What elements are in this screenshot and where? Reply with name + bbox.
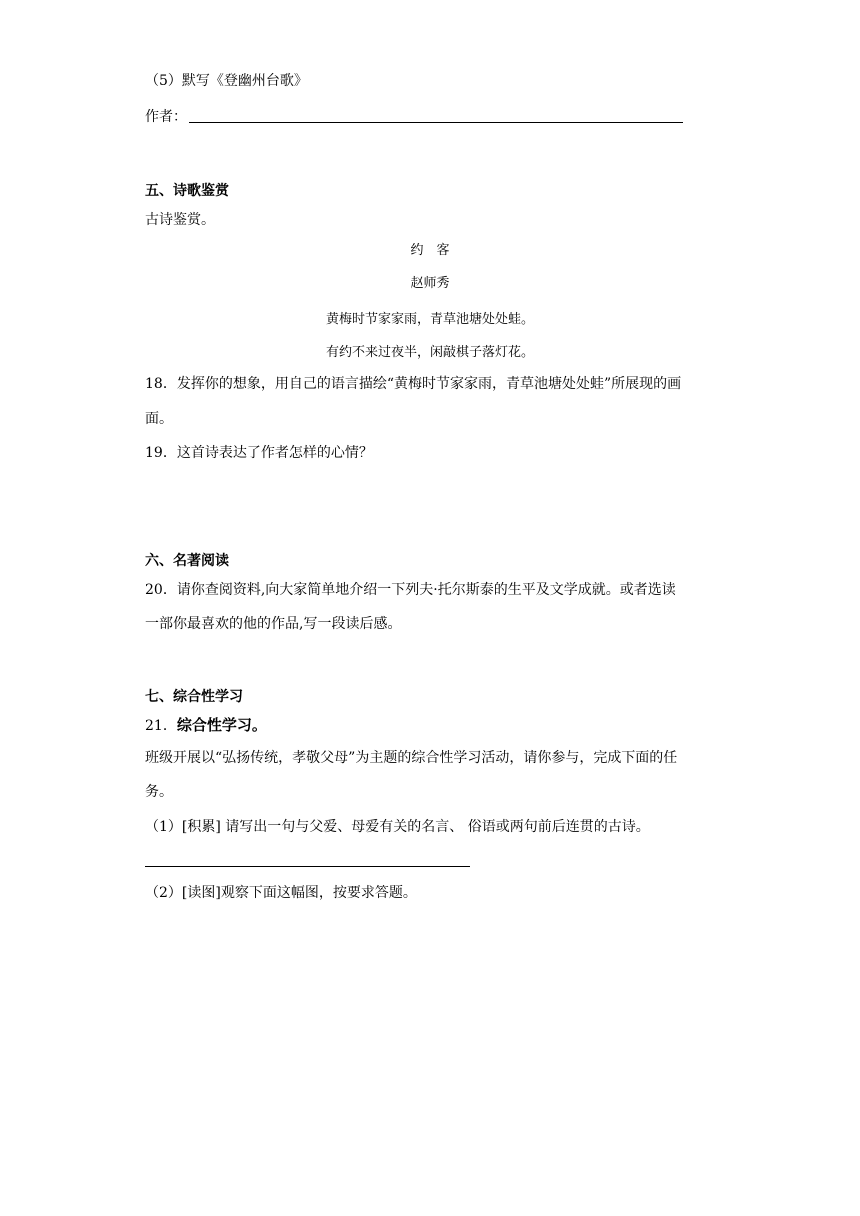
question-20-line-1: 20．请你查阅资料,向大家简单地介绍一下列夫·托尔斯泰的生平及文学成就。或者选读 bbox=[145, 582, 676, 598]
subquestion-1-answer-line[interactable] bbox=[145, 866, 470, 867]
question-18-line-2: 面。 bbox=[145, 411, 173, 427]
question-5-label: （5）默写《登幽州台歌》 bbox=[145, 73, 308, 89]
subquestion-2: （2）[读图]观察下面这幅图，按要求答题。 bbox=[145, 885, 417, 901]
poem-author: 赵师秀 bbox=[410, 276, 450, 291]
section-5-heading: 五、诗歌鉴赏 bbox=[145, 183, 229, 199]
section-6-heading: 六、名著阅读 bbox=[145, 553, 229, 569]
poem-line-1: 黄梅时节家家雨，青草池塘处处蛙。 bbox=[325, 312, 534, 327]
poem-line-2: 有约不来过夜半，闲敲棋子落灯花。 bbox=[325, 345, 534, 360]
question-21-title: 综合性学习。 bbox=[176, 716, 267, 734]
author-label: 作者： bbox=[145, 109, 187, 125]
subquestion-1: （1）[积累] 请写出一句与父爱、母爱有关的名言、 俗语或两句前后连贯的古诗。 bbox=[145, 819, 650, 835]
question-21-header bbox=[145, 715, 267, 736]
question-18-line-1: 18．发挥你的想象，用自己的语言描绘“黄梅时节家家雨，青草池塘处处蛙”所展现的画 bbox=[145, 376, 682, 392]
section-5-intro: 古诗鉴赏。 bbox=[145, 212, 215, 228]
author-answer-line[interactable] bbox=[189, 122, 683, 123]
activity-intro-line-2: 务。 bbox=[145, 784, 173, 800]
question-19: 19．这首诗表达了作者怎样的心情？ bbox=[145, 445, 373, 461]
activity-intro-line-1: 班级开展以“弘扬传统，孝敬父母”为主题的综合性学习活动，请你参与，完成下面的任 bbox=[145, 750, 678, 766]
poem-title: 约 客 bbox=[410, 243, 450, 258]
question-20-line-2: 一部你最喜欢的他的作品,写一段读后感。 bbox=[145, 616, 402, 632]
section-7-heading: 七、综合性学习 bbox=[145, 689, 243, 705]
question-21-number: 21． bbox=[145, 718, 177, 734]
